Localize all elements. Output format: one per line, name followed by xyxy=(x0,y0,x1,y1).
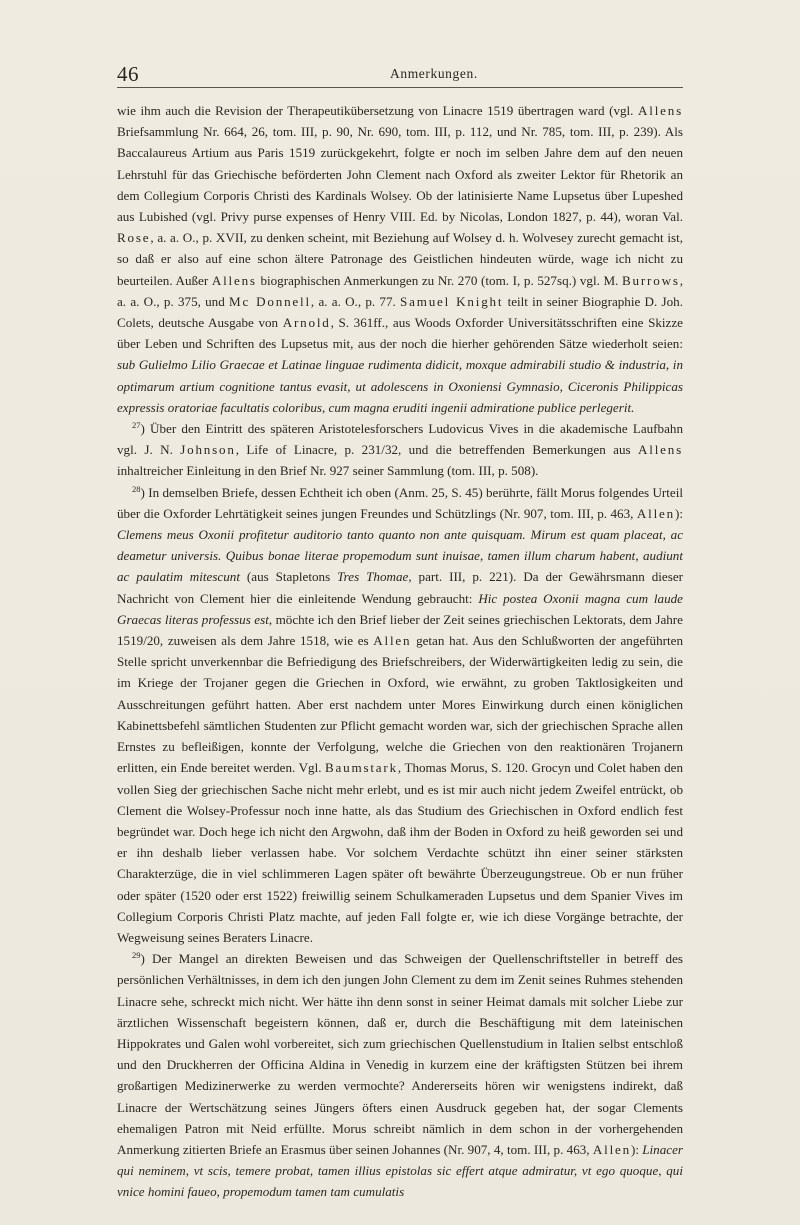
spaced-author-name: Johnson xyxy=(180,442,236,458)
note-number: 29 xyxy=(132,950,141,961)
spaced-author-name: Arnold xyxy=(282,315,331,331)
text-run: , S. 361ff., aus Woods Oxforder Universitätsschriften eine Skizze über Leben und Schriften des Lupsetus mit, aus der noch die hierher gehörenden Sätze wiederholt seien: xyxy=(117,315,683,352)
text-run: teilt in seiner Biographie D. Joh. Colets, deutsche Ausgabe von xyxy=(117,293,683,331)
spaced-author-name: Mc Donnell xyxy=(229,293,311,309)
footnote-paragraph: $^{28}$) In demselben Briefe, dessen Echtheit ich oben (Anm. 25, S. 45) berührte, fällt Morus folgendes Urteil über die Oxforder Lehrtätigkeit seines jungen Freundes und Schützlings (Nr. 907, tom. III, p. 463, Allen): Clemens meus Oxonii profitetur auditorio tanto quanto non ante quisquam. Mirum est quam placeat, ac deametur universis. Quibus bonae literae propemodum sunt inuisae, tamen illum charum habent, audiunt ac paulatim mitescunt (aus Stapletons Tres Thomae, part. III, p. 221). Da der Gewährsmann dieser Nachricht von Clement hier die einleitende Wendung gebraucht: Hic postea Oxonii magna cum laude Graecas literas professus est, möchte ich den Brief lieber der Zeit seines griechischen Lektorats, dem Jahre 1519/20, zuweisen als dem Jahre 1518, wie es Allen getan hat. Aus den Schlußworten der angeführten Stelle spricht unverkennbar die Befriedigung des Briefschreibers, der Widerwärtigkeiten ledig zu sein, die im Kriege der Trojaner gegen die Griechen in Oxford, wie erwähnt, zu groben Taktlosigkeiten und Ausschreitungen geführt hatten. Aber erst nachdem unter Mores Einwirkung durch einen königlichen Kabinettsbefehl sämtlichen Studenten zur Pflicht gemacht worden war, sich der griechischen Sprache allen Ernstes zu befleißigen, konnte der Verfolgung, welche die Griechen von den reaktionären Trojanern erlitten, ein Ende bereitet werden. Vgl. Baumstark, Thomas Morus, S. 120. Grocyn und Colet haben den vollen Sieg der griechischen Sache nicht mehr erlebt, und es ist mir auch nicht jedem Zweifel entrückt, ob Clement die Wolsey-Professur noch inne hatte, als das Studium des Griechischen in Oxford endlich fest begründet war. Doch hege ich nicht den Argwohn, daß ihm der Boden in Oxford zu heiß geworden sei und er ihn deshalb lieber verlassen habe. Vor solchem Verdachte schützt ihn einer seiner stärksten Charakterzüge, die in viel schlimmeren Lagen später oft bewährte Überzeugungstreue. Ob er nun früher oder später (1520 oder erst 1522) freiwillig seinem Schulkameraden Lupsetus und dem Spanier Vives im Collegium Corporis Christi Platz machte, auf jeden Fall folgte er, wie ich diese Vorgänge betrachte, der Wegweisung seines Beraters Linacre. xyxy=(117,483,683,945)
note-number: 28 xyxy=(132,483,141,494)
text-run: ): xyxy=(630,1141,643,1157)
text-run: , a. a. O., p. 77. xyxy=(310,293,401,309)
page-number: 46 xyxy=(117,62,139,86)
spaced-author-name: Allens xyxy=(211,272,257,288)
footnote-paragraph: $^{27}$) Über den Eintritt des späteren Aristotelesforschers Ludovicus Vives in die akademische Laufbahn vgl. J. N. Johnson, Life of Linacre, p. 231/32, und die betreffenden Bemerkungen aus Allens inhaltreicher Einleitung in den Brief Nr. 927 seiner Sammlung (tom. III, p. 508). xyxy=(117,420,683,479)
text-run: , möchte ich den Brief lieber der Zeit seines griechischen Lektorats, dem Jahre 1519/20, zuweisen als dem Jahre 1518, wie es xyxy=(117,611,683,649)
spaced-author-name: Allen xyxy=(373,633,412,649)
text-run: , a. a. O., p. 375, und xyxy=(117,272,683,309)
text-run: , Life of Linacre, p. 231/32, und die betreffenden Bemerkungen aus xyxy=(235,442,638,458)
page-header xyxy=(117,62,683,86)
spaced-author-name: Allen xyxy=(636,505,675,521)
spaced-author-name: Rose xyxy=(117,230,151,246)
text-run: ): xyxy=(675,505,683,521)
running-head: Anmerkungen. xyxy=(390,66,478,81)
text-run: , part. III, p. 221). Da der Gewährsmann dieser Nachricht von Clement hier die einleitende Wendung gebraucht: xyxy=(117,569,683,606)
text-run: , Thomas Morus, S. 120. Grocyn und Colet haben den vollen Sieg der griechischen Sache nicht mehr erlebt, und es ist mir auch nicht jedem Zweifel entrückt, ob Clement die Wolsey-Professur noch inne hatte, als das Studium des Griechischen in Oxford endlich fest begründet war. Doch hege ich nicht den Argwohn, daß ihm der Boden in Oxford zu heiß geworden sei und er ihn deshalb lieber verlassen habe. Vor solchem Verdachte schützt ihn einer seiner stärksten Charakterzüge, die in viel schlimmeren Lagen später oft bewährte Überzeugungstreue. Ob er nun früher oder später (1520 oder erst 1522) freiwillig seinem Schulkameraden Lupsetus und dem Spanier Vives im Collegium Corporis Christi Platz machte, auf jeden Fall folgte er, wie ich diese Vorgänge betrachte, der Wegweisung seines Beraters Linacre. xyxy=(117,760,683,945)
latin-quotation: Hic postea Oxonii magna cum laude Graecas literas professus est xyxy=(117,590,683,627)
latin-quotation: sub Gulielmo Lilio Graecae et Latinae linguae rudimenta didicit, moxque admirabili studio & industria, in optimarum artium cognitione tantus evasit, ut adolescens in Oxoniensi Gymnasio, Ciceronis Philippicas expressis oratoriae facultatis coloribus, cum magna eruditi ingenii admiratione publice perlegerit. xyxy=(117,357,683,415)
spaced-author-name: Allens xyxy=(638,442,683,458)
text-run: (aus Stapletons xyxy=(239,569,338,585)
spaced-author-name: Allen xyxy=(592,1141,631,1157)
text-run: wie ihm auch die Revision der Therapeutikübersetzung von Linacre 1519 übertragen ward (vgl. xyxy=(117,103,638,118)
latin-quotation: Tres Thomae xyxy=(337,569,409,585)
latin-quotation: Linacer qui neminem, vt scis, temere probat, tamen illius epistolas sic effert atque admiratur, vt ego quoque, qui vnice homini faueo, propemodum tamen tam cumulatis xyxy=(117,1141,683,1200)
text-run: inhaltreicher Einleitung in den Brief Nr. 927 seiner Sammlung (tom. III, p. 508). xyxy=(117,463,539,479)
spaced-author-name: Allens xyxy=(638,103,683,118)
spaced-author-name: Samuel Knight xyxy=(400,293,504,309)
text-run: biographischen Anmerkungen zu Nr. 270 (tom. I, p. 527sq.) vgl. M. xyxy=(256,272,623,288)
latin-quotation: Clemens meus Oxonii profitetur auditorio tanto quanto non ante quisquam. Mirum est quam placeat, ac deametur universis. Quibus bonae literae propemodum sunt inuisae, tamen illum charum habent, audiunt ac paulatim mitescunt xyxy=(117,527,683,585)
spaced-author-name: Baumstark xyxy=(324,760,398,776)
text-run: Briefsammlung Nr. 664, 26, tom. III, p. 90, Nr. 690, tom. III, p. 112, und Nr. 785, tom. III, p. 239). Als Baccalaureus Artium aus Paris 1519 zurückgekehrt, folgte er noch im selben Jahre dem auf den neuen Lehrstuhl für das Griechische beförderten John Clement nach Oxford als zweiter Lektor für Rhetorik an dem Collegium Corporis Christi des Kardinals Wolsey. Ob der latinisierte Name Lupsetus über Lupeshed aus Lubished (vgl. Privy purse expenses of Henry VIII. Ed. by Nicolas, London 1827, p. 44), woran Val. xyxy=(117,124,683,225)
text-run: getan hat. Aus den Schlußworten der angeführten Stelle spricht unverkennbar die Befriedigung des Briefschreibers, der Widerwärtigkeiten ledig zu sein, die im Kriege der Trojaner gegen die Griechen in Oxford, wie erwähnt, zu groben Taktlosigkeiten und Ausschreitungen geführt hatten. Aber erst nachdem unter Mores Einwirkung durch einen königlichen Kabinettsbefehl sämtlichen Studenten zur Pflicht gemacht worden war, sich der griechischen Sprache allen Ernstes zu befleißigen, konnte der Verfolgung, welche die Griechen von den reaktionären Trojanern erlitten, ein Ende bereitet werden. Vgl. xyxy=(117,633,683,776)
page-body xyxy=(117,100,683,1203)
footnote-paragraph: $^{29}$) Der Mangel an direkten Beweisen und das Schweigen der Quellenschriftsteller in betreff des persönlichen Verhältnisses, in dem ich den jungen John Clement zu dem im Zenit seines Ruhmes stehenden Linacre sehe, schreckt mich nicht. Wer hätte ihn denn sonst in seiner Heimat damals mit solcher Liebe zur ärztlichen Wissenschaft begeistern können, daß er, durch die Beschäftigung mit dem lateinischen Hippokrates und Galen wohl vorbereitet, sich zum griechischen Quellenstudium in Italien selbst entschloß und den Druckherren der Officina Aldina in Venedig in kurzem eine der kräftigsten Stützen bei ihrem großartigen Medizinerwerke zu werden vermochte? Andererseits hören wir wenigstens indirekt, daß Linacre der Wertschätzung seines Jüngers öfters einen Ausdruck gegeben hat, der sogar Clements ehemaligen Patron mit Neid erfüllte. Morus schreibt nämlich in dem schon in der vorhergehenden Anmerkung zitierten Briefe an Erasmus über seinen Johannes (Nr. 907, 4, tom. III, p. 463, Allen): Linacer qui neminem, vt scis, temere probat, tamen illius epistolas sic effert atque admiratur, vt ego quoque, qui vnice homini faueo, propemodum tamen tam cumulatis xyxy=(117,950,683,1200)
continued-paragraph xyxy=(117,100,683,418)
text-run: Über den Eintritt des späteren Aristotelesforschers Ludovicus Vives in die akademische Laufbahn vgl. J. N. xyxy=(117,421,683,458)
text-run: In demselben Briefe, dessen Echtheit ich oben (Anm. 25, S. 45) berührte, fällt Morus folgendes Urteil über die Oxforder Lehrtätigkeit seines jungen Freundes und Schützlings (Nr. 907, tom. III, p. 463, xyxy=(117,484,683,521)
note-number: 27 xyxy=(132,420,141,431)
header-rule xyxy=(117,87,683,88)
text-run: Der Mangel an direkten Beweisen und das Schweigen der Quellenschriftsteller in betreff des persönlichen Verhältnisses, in dem ich den jungen John Clement zu dem im Zenit seines Ruhmes stehenden Linacre sehe, schreckt mich nicht. Wer hätte ihn denn sonst in seiner Heimat damals mit solcher Liebe zur ärztlichen Wissenschaft begeistern können, daß er, durch die Beschäftigung mit dem lateinischen Hippokrates und Galen wohl vorbereitet, sich zum griechischen Quellenstudium in Italien selbst entschloß und den Druckherren der Officina Aldina in Venedig in kurzem eine der kräftigsten Stützen bei ihrem großartigen Medizinerwerke zu werden vermochte? Andererseits hören wir wenigstens indirekt, daß Linacre der Wertschätzung seines Jüngers öfters einen Ausdruck gegeben hat, der sogar Clements ehemaligen Patron mit Neid erfüllte. Morus schreibt nämlich in dem schon in der vorhergehenden Anmerkung zitierten Briefe an Erasmus über seinen Johannes (Nr. 907, 4, tom. III, p. 463, xyxy=(117,951,683,1157)
text-run: , a. a. O., p. XVII, zu denken scheint, mit Beziehung auf Wolsey d. h. Wolvesey zurecht gemacht ist, so daß er also auf eine schon ältere Patronage des Geistlichen hindeuten würde, wage ich nicht zu beurteilen. Außer xyxy=(117,230,683,288)
spaced-author-name: Burrows xyxy=(622,272,680,288)
